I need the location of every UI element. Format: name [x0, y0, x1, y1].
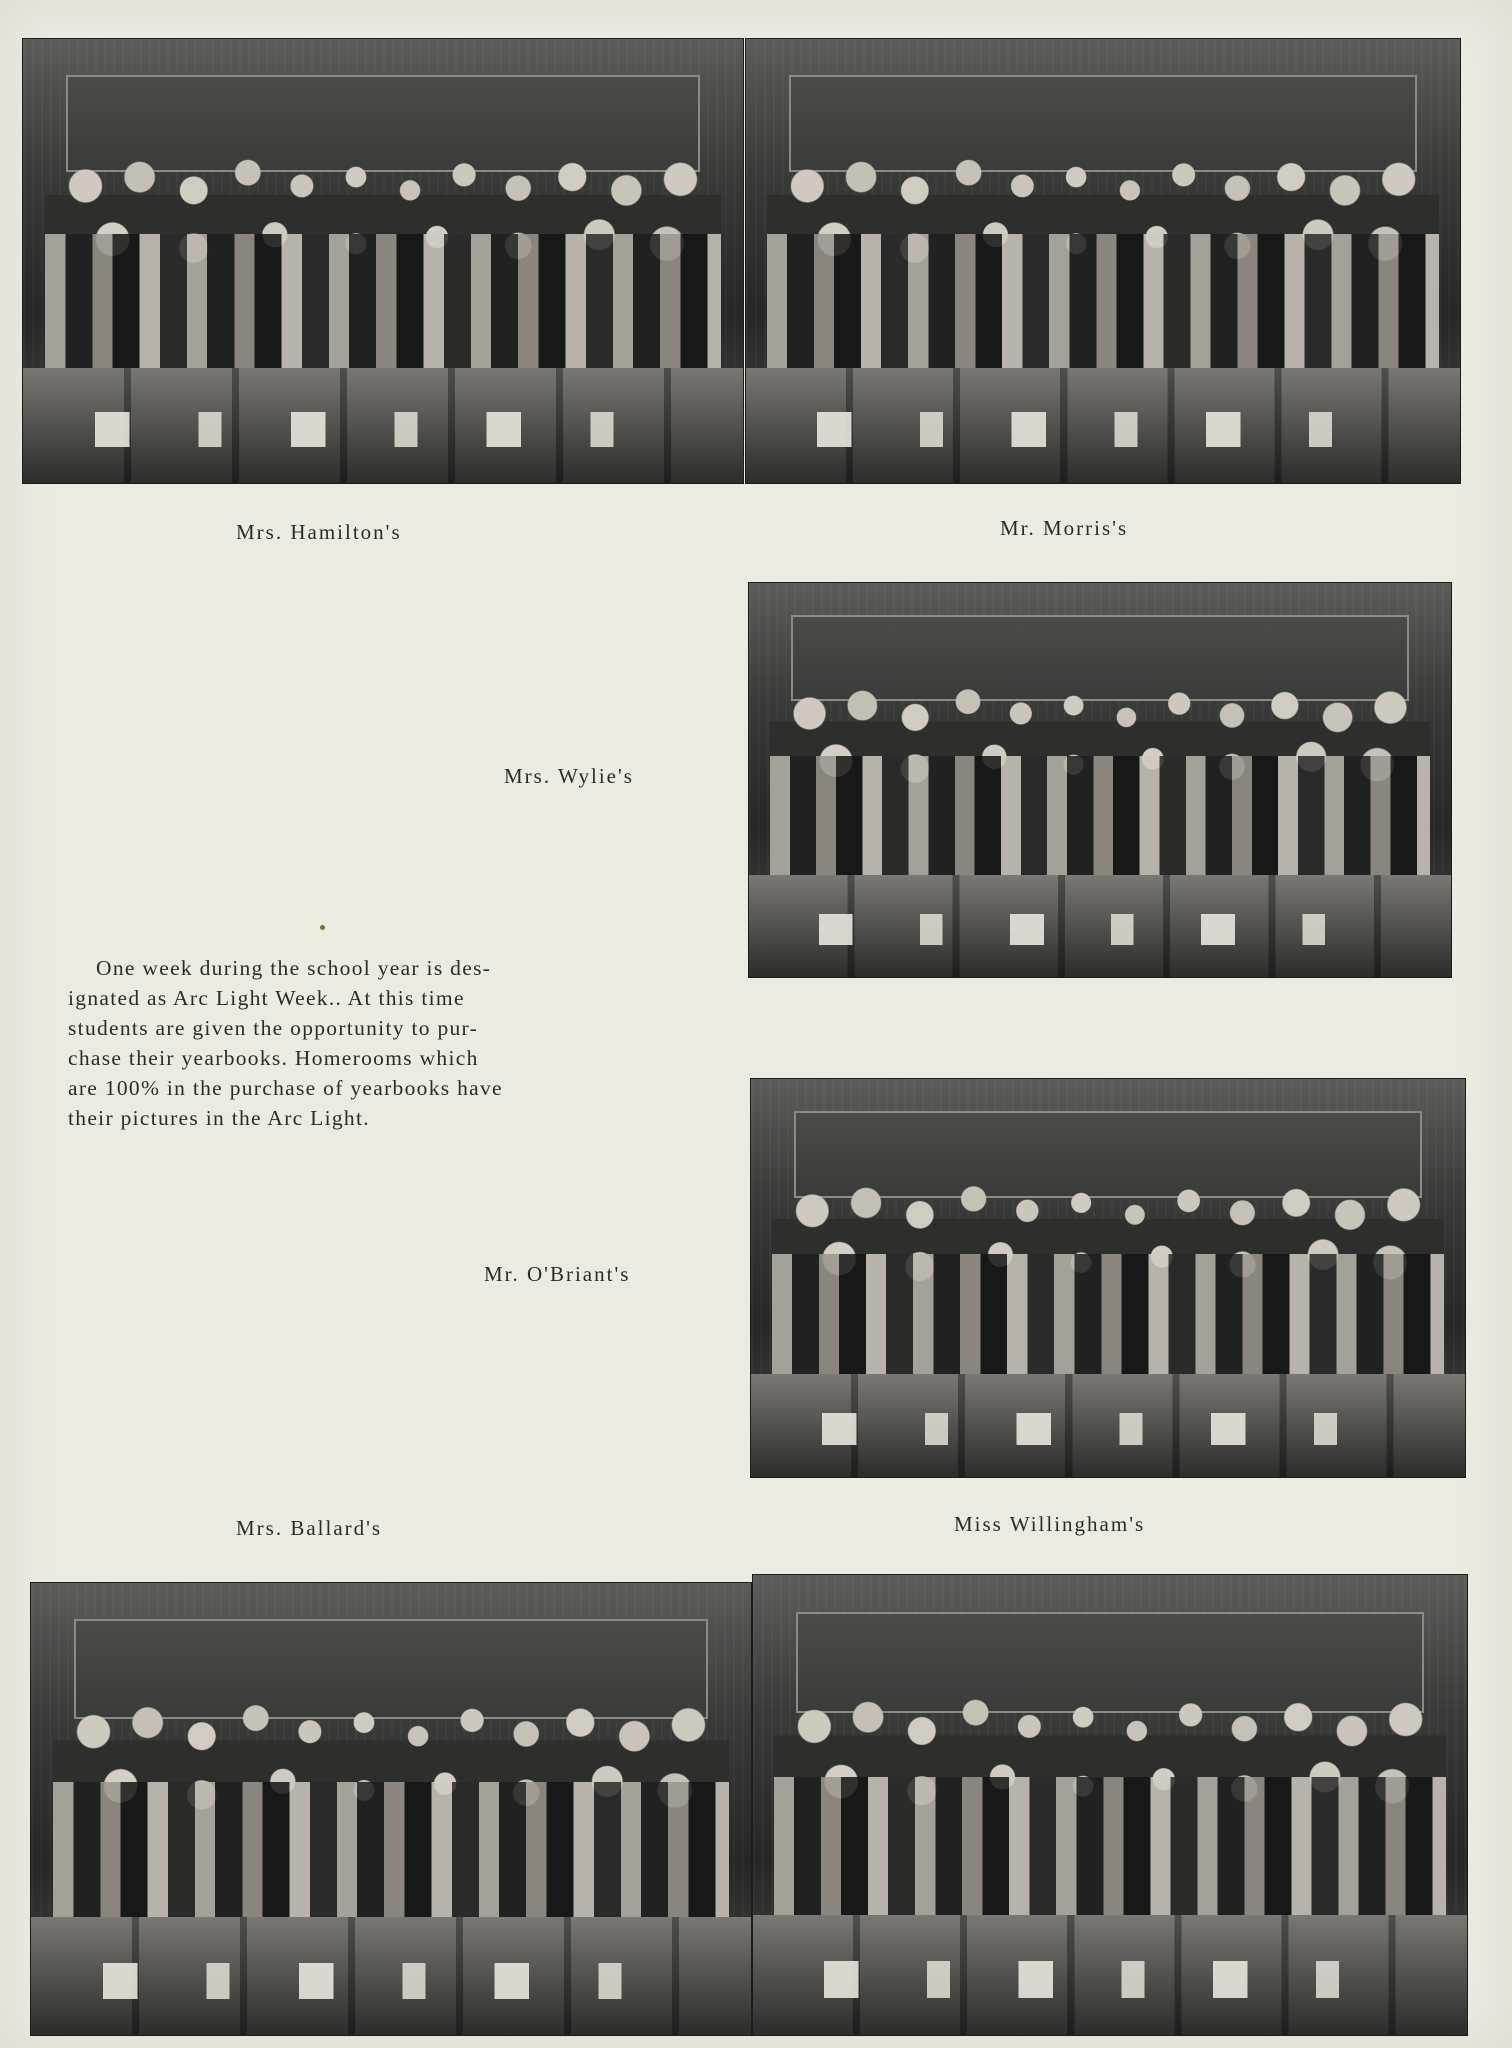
caption-morris: Mr. Morris's [1000, 516, 1129, 540]
class-photo-obriant [750, 1078, 1466, 1478]
paragraph-line: are 100% in the purchase of yearbooks have [68, 1076, 503, 1100]
paragraph-line: chase their yearbooks. Homerooms which [68, 1046, 479, 1070]
class-photo-willingham [752, 1574, 1468, 2036]
paragraph-line: One week during the school year is des- [96, 956, 492, 980]
class-photo-morris [745, 38, 1461, 484]
caption-obriant: Mr. O'Briant's [484, 1262, 631, 1286]
ink-speck [320, 925, 325, 930]
caption-wylie: Mrs. Wylie's [504, 764, 634, 788]
paragraph-line: students are given the opportunity to pur- [68, 1016, 479, 1040]
paragraph-line: ignated as Arc Light Week.. At this time [68, 986, 465, 1010]
class-photo-ballard [30, 1582, 752, 2036]
paragraph-line: their pictures in the Arc Light. [68, 1106, 370, 1130]
caption-hamilton: Mrs. Hamilton's [236, 520, 402, 544]
arc-light-week-paragraph [68, 953, 668, 1133]
caption-ballard: Mrs. Ballard's [236, 1516, 383, 1540]
class-photo-wylie [748, 582, 1452, 978]
caption-willingham: Miss Willingham's [954, 1512, 1146, 1536]
class-photo-hamilton [22, 38, 744, 484]
